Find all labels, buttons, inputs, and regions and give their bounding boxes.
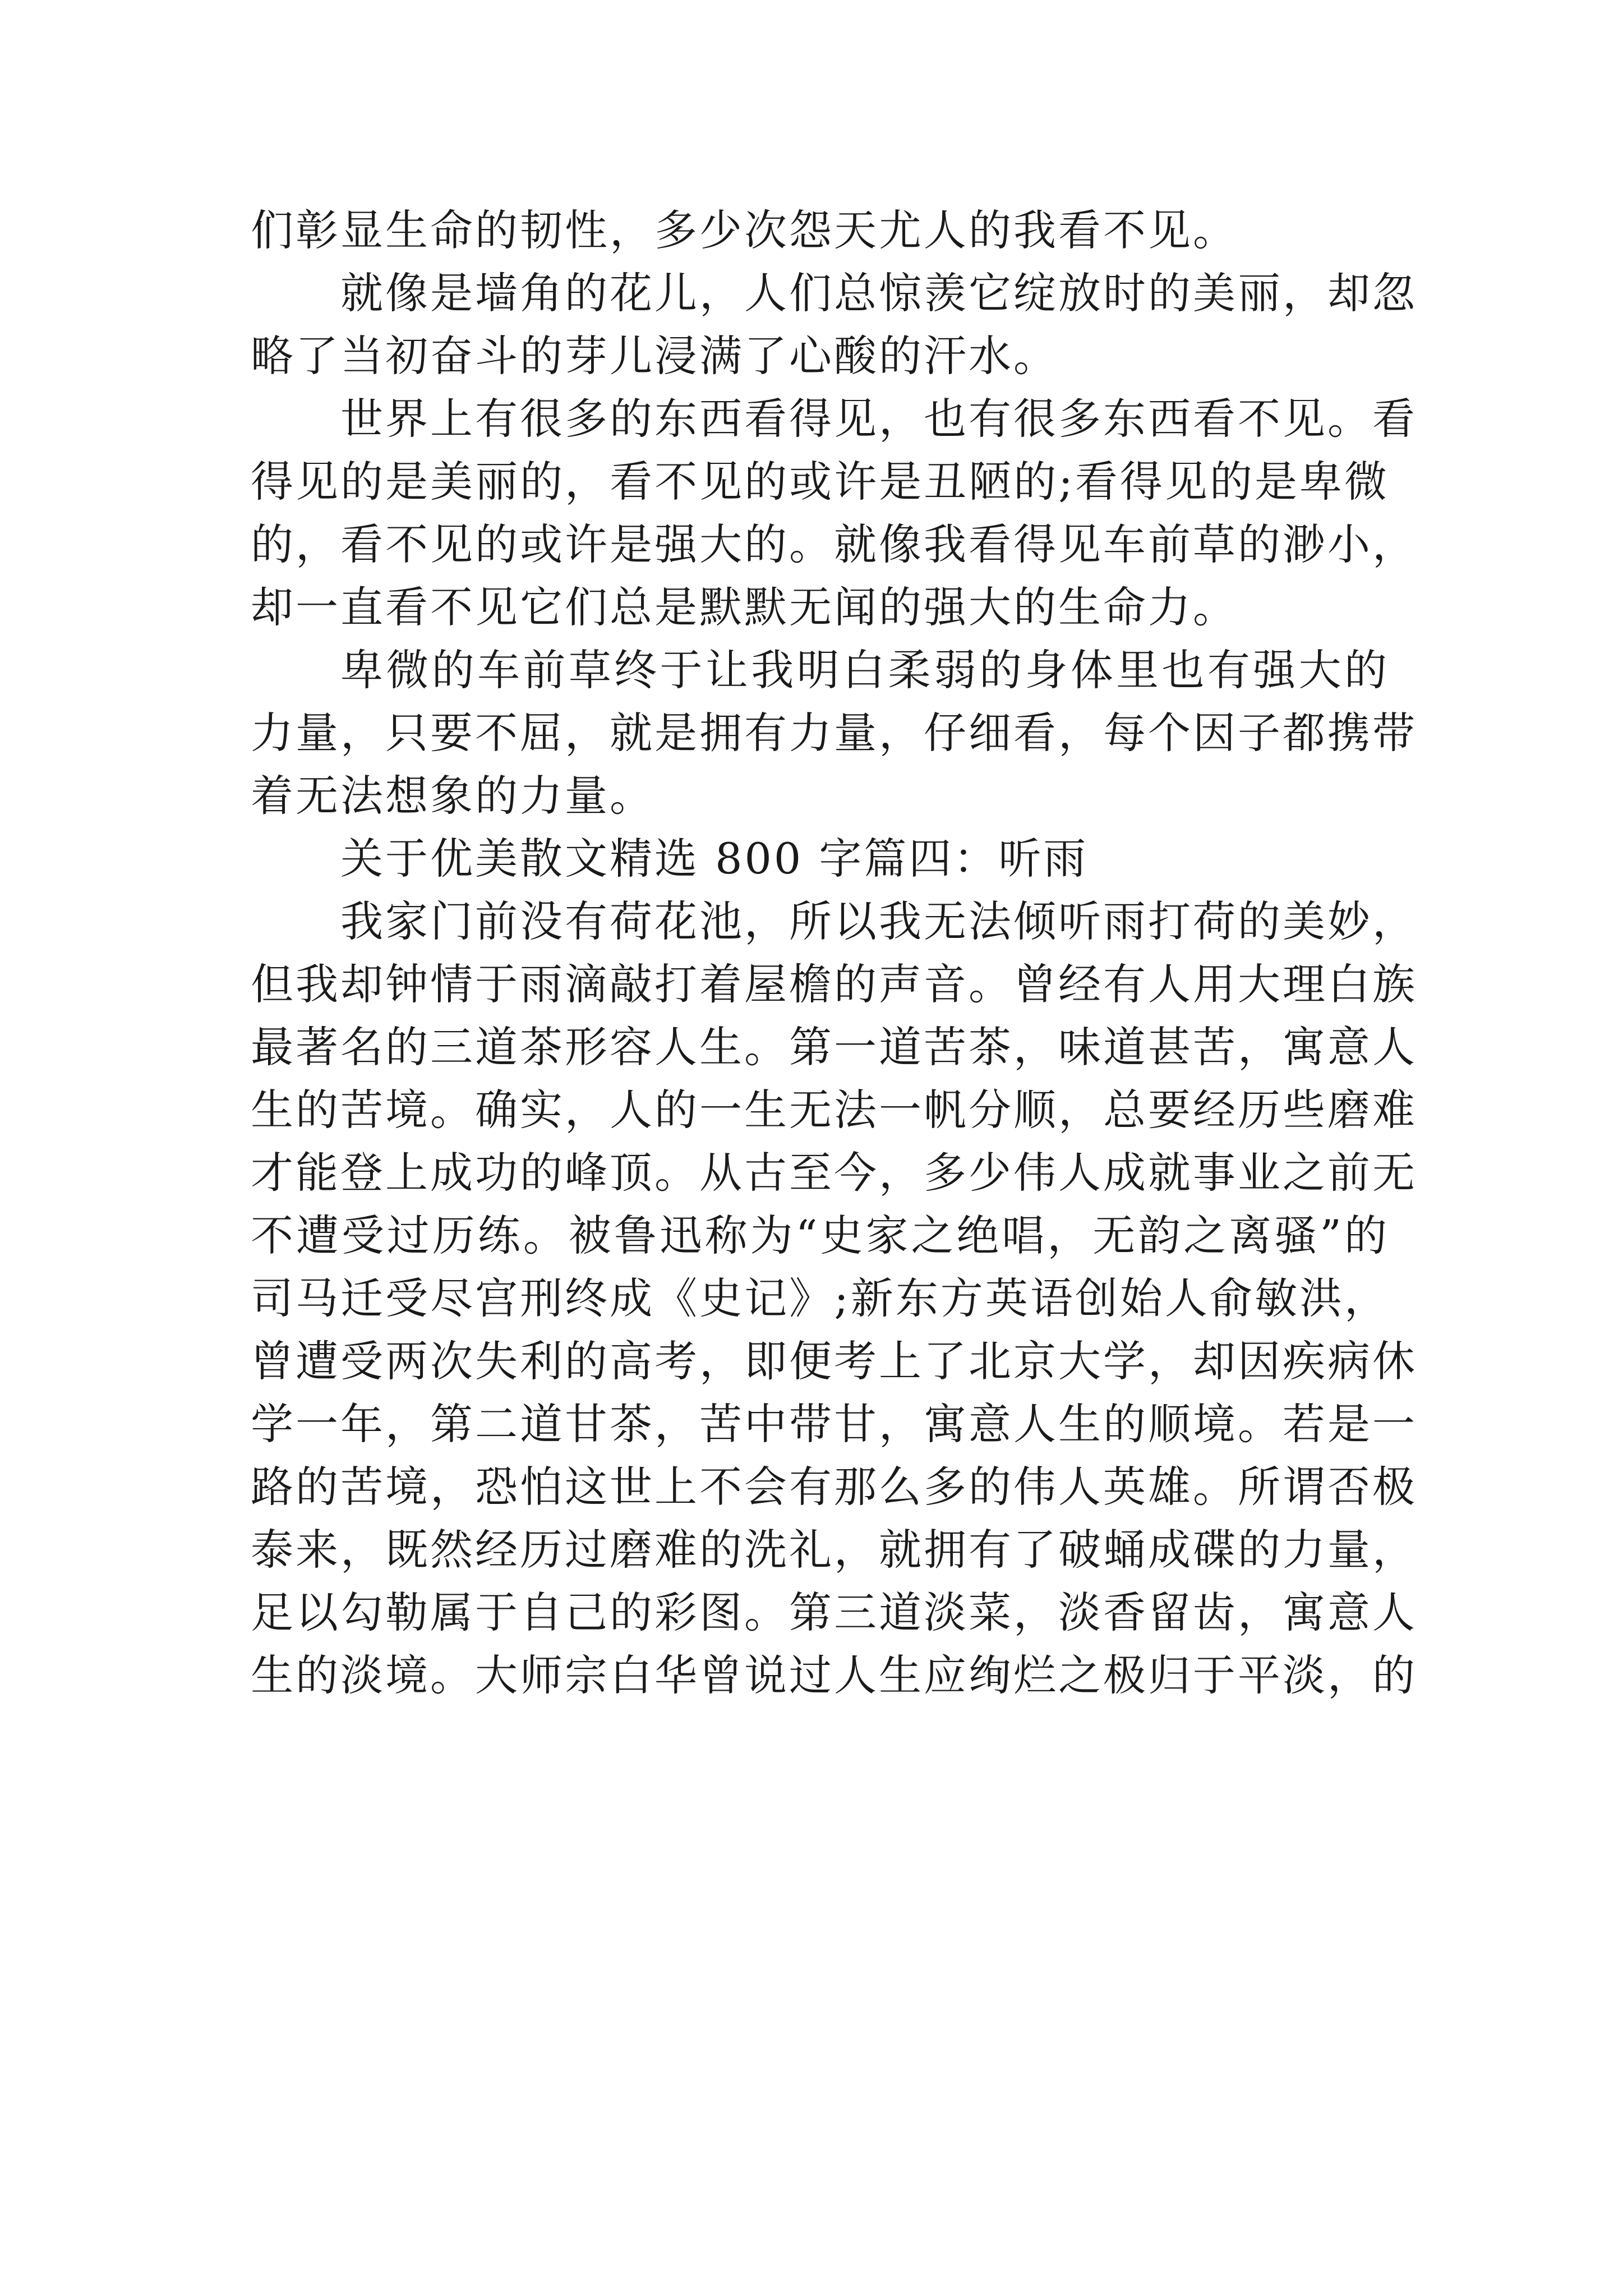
text-line: 世界上有很多的东西看得见，也有很多东西看不见。看 [340,394,1417,444]
text-line: 但我却钟情于雨滴敲打着屋檐的声音。曾经有人用大理白族 [251,959,1417,1009]
text-line: 不遭受过历练。被鲁迅称为“史家之绝唱，无韵之离骚”的 [251,1211,1389,1260]
text-line: 卑微的车前草终于让我明白柔弱的身体里也有强大的 [340,645,1389,695]
text-line: 曾遭受两次失利的高考，即便考上了北京大学，却因疾病休 [251,1336,1417,1386]
text-line: 司马迁受尽宫刑终成《史记》;新东方英语创始人俞敏洪， [251,1273,1389,1323]
text-line: 却一直看不见它们总是默默无闻的强大的生命力。 [251,582,1238,632]
text-line: 的，看不见的或许是强大的。就像我看得见车前草的渺小， [251,519,1417,569]
text-line: 得见的是美丽的，看不见的或许是丑陋的;看得见的是卑微 [251,457,1389,507]
text-line: 足以勾勒属于自己的彩图。第三道淡菜，淡香留齿，寓意人 [251,1588,1417,1637]
document-body [251,199,1417,1707]
section-heading: 关于优美散文精选 800 字篇四：听雨 [340,834,1089,884]
text-line: 我家门前没有荷花池，所以我无法倾听雨打荷的美妙， [340,896,1417,946]
text-line: 学一年，第二道甘茶，苦中带甘，寓意人生的顺境。若是一 [251,1399,1417,1449]
text-line: 们彰显生命的韧性，多少次怨天尤人的我看不见。 [251,205,1238,255]
text-line: 力量，只要不屈，就是拥有力量，仔细看，每个因子都携带 [251,708,1417,758]
text-line: 才能登上成功的峰顶。从古至今，多少伟人成就事业之前无 [251,1148,1417,1198]
text-line: 最著名的三道茶形容人生。第一道苦茶，味道甚苦，寓意人 [251,1022,1417,1072]
text-line: 泰来，既然经历过磨难的洗礼，就拥有了破蛹成碟的力量， [251,1525,1417,1575]
text-line: 着无法想象的力量。 [251,771,654,821]
text-line: 生的淡境。大师宗白华曾说过人生应绚烂之极归于平淡，的 [251,1650,1417,1700]
text-line: 就像是墙角的花儿，人们总惊羡它绽放时的美丽，却忽 [340,268,1417,318]
text-line: 生的苦境。确实，人的一生无法一帆分顺，总要经历些磨难 [251,1085,1417,1135]
text-line: 路的苦境，恐怕这世上不会有那么多的伟人英雄。所谓否极 [251,1462,1417,1512]
text-line: 略了当初奋斗的芽儿浸满了心酸的汗水。 [251,331,1058,381]
